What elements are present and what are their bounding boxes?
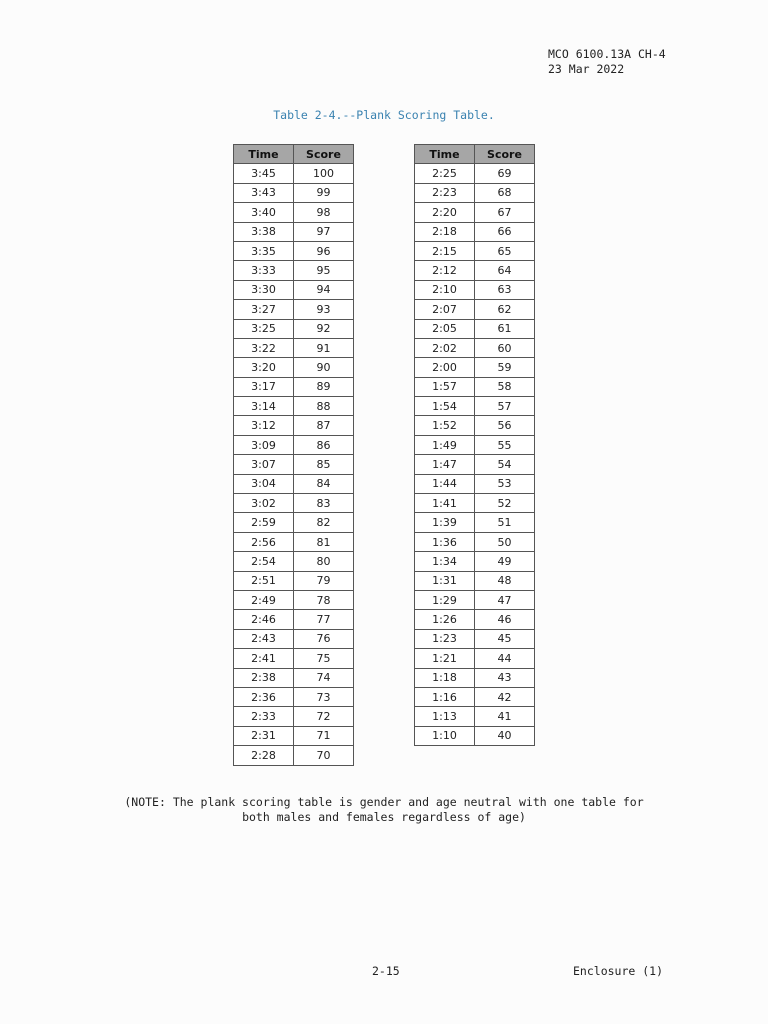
score-cell: 44 bbox=[475, 649, 535, 668]
table-row bbox=[234, 203, 354, 222]
table-row bbox=[234, 571, 354, 590]
table-row bbox=[415, 590, 535, 609]
table-row bbox=[234, 668, 354, 687]
score-cell: 98 bbox=[294, 203, 354, 222]
score-cell: 87 bbox=[294, 416, 354, 435]
time-cell: 1:21 bbox=[415, 649, 475, 668]
time-cell: 3:40 bbox=[234, 203, 294, 222]
score-cell: 68 bbox=[475, 183, 535, 202]
time-cell: 2:56 bbox=[234, 532, 294, 551]
time-cell: 1:47 bbox=[415, 455, 475, 474]
table-row bbox=[415, 726, 535, 745]
score-cell: 69 bbox=[475, 164, 535, 183]
time-cell: 1:57 bbox=[415, 377, 475, 396]
table-title: Table 2-4.--Plank Scoring Table. bbox=[273, 108, 495, 122]
time-cell: 3:02 bbox=[234, 494, 294, 513]
table-row bbox=[415, 358, 535, 377]
time-cell: 2:12 bbox=[415, 261, 475, 280]
time-cell: 1:52 bbox=[415, 416, 475, 435]
time-cell: 1:41 bbox=[415, 494, 475, 513]
table-row bbox=[415, 687, 535, 706]
score-cell: 47 bbox=[475, 590, 535, 609]
table-row bbox=[234, 532, 354, 551]
score-cell: 78 bbox=[294, 590, 354, 609]
time-cell: 2:10 bbox=[415, 280, 475, 299]
time-cell: 3:07 bbox=[234, 455, 294, 474]
table-row bbox=[234, 377, 354, 396]
table-row bbox=[415, 300, 535, 319]
time-cell: 2:18 bbox=[415, 222, 475, 241]
time-cell: 3:25 bbox=[234, 319, 294, 338]
time-cell: 1:10 bbox=[415, 726, 475, 745]
time-cell: 3:12 bbox=[234, 416, 294, 435]
score-cell: 48 bbox=[475, 571, 535, 590]
time-cell: 1:29 bbox=[415, 590, 475, 609]
score-cell: 96 bbox=[294, 241, 354, 260]
time-cell: 1:34 bbox=[415, 552, 475, 571]
time-cell: 1:26 bbox=[415, 610, 475, 629]
document-id: MCO 6100.13A CH-4 bbox=[548, 47, 666, 61]
score-cell: 97 bbox=[294, 222, 354, 241]
table-row bbox=[234, 746, 354, 765]
time-cell: 2:46 bbox=[234, 610, 294, 629]
score-cell: 50 bbox=[475, 532, 535, 551]
table-row bbox=[415, 552, 535, 571]
time-cell: 3:27 bbox=[234, 300, 294, 319]
time-cell: 3:30 bbox=[234, 280, 294, 299]
table-row bbox=[234, 707, 354, 726]
score-cell: 62 bbox=[475, 300, 535, 319]
enclosure-label: Enclosure (1) bbox=[573, 964, 664, 978]
score-cell: 64 bbox=[475, 261, 535, 280]
table-row bbox=[234, 358, 354, 377]
score-cell: 54 bbox=[475, 455, 535, 474]
time-cell: 2:54 bbox=[234, 552, 294, 571]
table-row bbox=[415, 629, 535, 648]
score-cell: 53 bbox=[475, 474, 535, 493]
score-cell: 52 bbox=[475, 494, 535, 513]
score-cell: 71 bbox=[294, 726, 354, 745]
time-cell: 3:43 bbox=[234, 183, 294, 202]
score-cell: 67 bbox=[475, 203, 535, 222]
table-row bbox=[234, 649, 354, 668]
table-row bbox=[415, 241, 535, 260]
time-cell: 2:00 bbox=[415, 358, 475, 377]
table-row bbox=[415, 261, 535, 280]
score-cell: 86 bbox=[294, 435, 354, 454]
time-cell: 3:45 bbox=[234, 164, 294, 183]
score-cell: 59 bbox=[475, 358, 535, 377]
time-cell: 3:20 bbox=[234, 358, 294, 377]
document-header bbox=[548, 47, 666, 77]
score-cell: 79 bbox=[294, 571, 354, 590]
score-cell: 56 bbox=[475, 416, 535, 435]
time-cell: 2:59 bbox=[234, 513, 294, 532]
time-cell: 3:09 bbox=[234, 435, 294, 454]
table-row bbox=[234, 261, 354, 280]
score-cell: 85 bbox=[294, 455, 354, 474]
time-cell: 3:22 bbox=[234, 338, 294, 357]
score-cell: 73 bbox=[294, 687, 354, 706]
time-cell: 2:38 bbox=[234, 668, 294, 687]
time-cell: 3:04 bbox=[234, 474, 294, 493]
time-cell: 2:31 bbox=[234, 726, 294, 745]
score-cell: 58 bbox=[475, 377, 535, 396]
score-cell: 92 bbox=[294, 319, 354, 338]
score-cell: 76 bbox=[294, 629, 354, 648]
table-row bbox=[415, 280, 535, 299]
table-row bbox=[234, 164, 354, 183]
table-row bbox=[415, 203, 535, 222]
score-cell: 99 bbox=[294, 183, 354, 202]
time-cell: 2:28 bbox=[234, 746, 294, 765]
score-column-header: Score bbox=[475, 145, 535, 164]
time-cell: 1:49 bbox=[415, 435, 475, 454]
score-cell: 55 bbox=[475, 435, 535, 454]
score-cell: 84 bbox=[294, 474, 354, 493]
time-cell: 1:54 bbox=[415, 397, 475, 416]
score-cell: 82 bbox=[294, 513, 354, 532]
time-cell: 1:39 bbox=[415, 513, 475, 532]
time-cell: 2:15 bbox=[415, 241, 475, 260]
score-cell: 65 bbox=[475, 241, 535, 260]
table-header-row bbox=[415, 145, 535, 164]
time-cell: 3:35 bbox=[234, 241, 294, 260]
score-cell: 80 bbox=[294, 552, 354, 571]
score-cell: 91 bbox=[294, 338, 354, 357]
score-cell: 83 bbox=[294, 494, 354, 513]
plank-table-left bbox=[233, 144, 354, 766]
table-row bbox=[234, 494, 354, 513]
table-note bbox=[0, 795, 768, 825]
table-row bbox=[234, 552, 354, 571]
time-column-header: Time bbox=[234, 145, 294, 164]
table-row bbox=[234, 241, 354, 260]
table-row bbox=[415, 649, 535, 668]
note-line-2: both males and females regardless of age) bbox=[242, 810, 526, 824]
time-cell: 1:13 bbox=[415, 707, 475, 726]
time-cell: 2:43 bbox=[234, 629, 294, 648]
table-row bbox=[234, 629, 354, 648]
table-row bbox=[415, 571, 535, 590]
score-cell: 63 bbox=[475, 280, 535, 299]
time-cell: 2:51 bbox=[234, 571, 294, 590]
score-cell: 43 bbox=[475, 668, 535, 687]
table-row bbox=[234, 610, 354, 629]
table-row bbox=[234, 590, 354, 609]
score-cell: 75 bbox=[294, 649, 354, 668]
score-cell: 100 bbox=[294, 164, 354, 183]
time-cell: 2:25 bbox=[415, 164, 475, 183]
table-row bbox=[415, 455, 535, 474]
score-cell: 93 bbox=[294, 300, 354, 319]
score-cell: 77 bbox=[294, 610, 354, 629]
time-cell: 3:14 bbox=[234, 397, 294, 416]
score-cell: 45 bbox=[475, 629, 535, 648]
document-date: 23 Mar 2022 bbox=[548, 62, 625, 76]
table-body bbox=[234, 164, 354, 765]
time-cell: 1:36 bbox=[415, 532, 475, 551]
table-row bbox=[415, 338, 535, 357]
note-line-1: (NOTE: The plank scoring table is gender and age neutral with one table for bbox=[124, 795, 644, 809]
time-cell: 2:41 bbox=[234, 649, 294, 668]
score-cell: 88 bbox=[294, 397, 354, 416]
score-cell: 95 bbox=[294, 261, 354, 280]
score-cell: 40 bbox=[475, 726, 535, 745]
time-column-header: Time bbox=[415, 145, 475, 164]
page-number: 2-15 bbox=[372, 964, 400, 978]
table-row bbox=[234, 280, 354, 299]
table-row bbox=[415, 707, 535, 726]
table-row bbox=[234, 435, 354, 454]
time-cell: 1:16 bbox=[415, 687, 475, 706]
table-row bbox=[234, 300, 354, 319]
score-cell: 94 bbox=[294, 280, 354, 299]
table-row bbox=[415, 668, 535, 687]
table-row bbox=[415, 416, 535, 435]
score-cell: 70 bbox=[294, 746, 354, 765]
time-cell: 2:02 bbox=[415, 338, 475, 357]
time-cell: 1:23 bbox=[415, 629, 475, 648]
table-row bbox=[415, 164, 535, 183]
table-row bbox=[234, 319, 354, 338]
table-row bbox=[415, 222, 535, 241]
table-row bbox=[415, 494, 535, 513]
time-cell: 3:38 bbox=[234, 222, 294, 241]
table-row bbox=[234, 455, 354, 474]
table-row bbox=[234, 726, 354, 745]
time-cell: 2:05 bbox=[415, 319, 475, 338]
table-row bbox=[234, 397, 354, 416]
score-cell: 41 bbox=[475, 707, 535, 726]
score-cell: 61 bbox=[475, 319, 535, 338]
table-row bbox=[234, 687, 354, 706]
score-cell: 72 bbox=[294, 707, 354, 726]
time-cell: 2:36 bbox=[234, 687, 294, 706]
score-cell: 42 bbox=[475, 687, 535, 706]
time-cell: 2:20 bbox=[415, 203, 475, 222]
table-row bbox=[415, 397, 535, 416]
table-row bbox=[234, 222, 354, 241]
time-cell: 3:33 bbox=[234, 261, 294, 280]
time-cell: 2:07 bbox=[415, 300, 475, 319]
table-row bbox=[415, 513, 535, 532]
table-row bbox=[415, 532, 535, 551]
time-cell: 1:18 bbox=[415, 668, 475, 687]
table-row bbox=[234, 474, 354, 493]
time-cell: 1:44 bbox=[415, 474, 475, 493]
time-cell: 3:17 bbox=[234, 377, 294, 396]
score-cell: 46 bbox=[475, 610, 535, 629]
table-row bbox=[234, 338, 354, 357]
table-body bbox=[415, 164, 535, 746]
score-cell: 81 bbox=[294, 532, 354, 551]
table-header-row bbox=[234, 145, 354, 164]
time-cell: 2:33 bbox=[234, 707, 294, 726]
score-cell: 66 bbox=[475, 222, 535, 241]
table-row bbox=[415, 474, 535, 493]
time-cell: 2:49 bbox=[234, 590, 294, 609]
score-cell: 60 bbox=[475, 338, 535, 357]
table-row bbox=[415, 183, 535, 202]
time-cell: 2:23 bbox=[415, 183, 475, 202]
plank-table-right bbox=[414, 144, 535, 746]
table-row bbox=[415, 435, 535, 454]
score-column-header: Score bbox=[294, 145, 354, 164]
table-row bbox=[234, 416, 354, 435]
score-cell: 90 bbox=[294, 358, 354, 377]
table-row bbox=[415, 377, 535, 396]
score-cell: 89 bbox=[294, 377, 354, 396]
table-row bbox=[415, 610, 535, 629]
table-row bbox=[415, 319, 535, 338]
score-cell: 74 bbox=[294, 668, 354, 687]
score-cell: 57 bbox=[475, 397, 535, 416]
table-row bbox=[234, 183, 354, 202]
score-cell: 51 bbox=[475, 513, 535, 532]
table-row bbox=[234, 513, 354, 532]
time-cell: 1:31 bbox=[415, 571, 475, 590]
score-cell: 49 bbox=[475, 552, 535, 571]
